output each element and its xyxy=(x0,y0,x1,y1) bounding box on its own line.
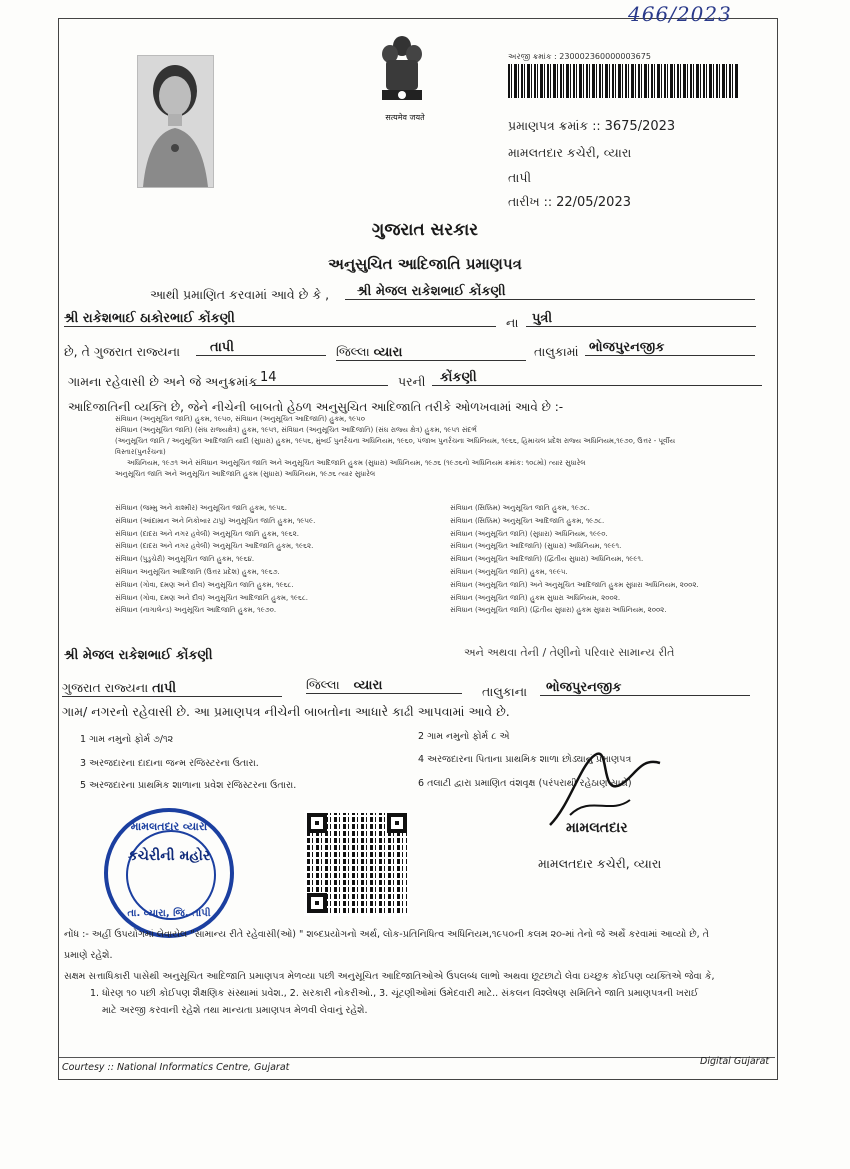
signatory-office: મામલતદાર કચેરી, વ્યારા xyxy=(538,856,662,871)
barcode xyxy=(508,64,738,98)
document-item: 2 ગામ નમુનો ફોર્મ ૮ એ xyxy=(418,731,510,742)
qr-code xyxy=(304,810,410,916)
taluka-value: ભોજપુરનજીક xyxy=(585,340,755,356)
issue-date-line: તારીખ :: 22/05/2023 xyxy=(508,194,631,210)
district2-value: વ્યારા xyxy=(373,345,403,360)
law-line: સંવિધાન (પુડુચેરી) અનુસૂચિત જાતિ હુકમ, ૧૯૬૪. xyxy=(115,555,255,564)
note-block xyxy=(64,926,774,1019)
application-number: અરજી ક્રમાંક : 230002360000003675 xyxy=(508,52,651,61)
certify-prefix: આથી પ્રમાણિત કરવામાં આવે છે કે , xyxy=(150,287,330,302)
serial-number: 14 xyxy=(252,370,388,386)
note-line: 1. ધોરણ ૧૦ પછી કોઈપણ શૈક્ષણિક સંસ્થામાં પ્રવેશ., 2. સરકારી નોકરીઓ., 3. ચૂંટણીઓમાં ઉમેદવારી માટે.. સંકલન વિશ્લેષણ સમિતિને જાતિ પ્રમાણપત્રની ખરાઈ xyxy=(90,988,699,999)
law-line: સંવિધાન અનુસૂચિત આદિજાતિ (ઉત્તર પ્રદેશ) હુકમ, ૧૯૬૭. xyxy=(115,567,280,576)
certificate-number: 3675/2023 xyxy=(604,119,676,134)
taluka-label: તાલુકામાં xyxy=(534,344,579,359)
note-line: પ્રમાણે રહેશે. xyxy=(64,950,113,961)
note-line: સક્ષમ સત્તાધિકારી પાસેથી અનુસૂચિત આદિજાતિ પ્રમાણપત્ર મેળવ્યા પછી અનુસૂચિત આદિજાતિઓએ ઉપલબ્ધ લાભો અથવા છૂટછાટો લેવા ઇચ્છુક કોઈપણ વ્યક્તિએ જેવા કે, xyxy=(64,971,715,982)
law-line: સંવિધાન (અનુસૂચિત આદિજાતિ) (સુધારા) અધિનિયમ, ૧૯૯૧. xyxy=(450,542,622,551)
law-line: અધિનિયમ, ૧૯૭૧ અને સંવિધાન અનુસૂચિત જાતિ અને અનુસૂચિત આદિજાતિ હુકમ (સુધારા) અધિનિયમ, ૧૯૭૬ (૧૯૭૬નો અધિનિયમ ક્રમાંક: ૧૦૮મો) ત્યાર સુધારેલ xyxy=(127,459,586,467)
tribe-line: આદિજાતિની વ્યક્તિ છે, જેને નીચેની બાબતો હેઠળ અનુસુચિત આદિજાતિ તરીકે ઓળખવામાં આવે છે :- xyxy=(68,400,564,414)
seal-line3: તા. વ્યારા, જિ. તાપી xyxy=(127,908,211,919)
law-line: સંવિધાન (આંદામાન અને નિકોબાર ટાપુ) અનુસૂચિત જાતિ હુકમ, ૧૯૫૯. xyxy=(115,516,316,525)
laws-right-column xyxy=(450,502,750,617)
district-line xyxy=(336,344,526,361)
signatory-title: મામલતદાર xyxy=(566,820,628,836)
family-taluka: ભોજપુરનજીક xyxy=(540,680,750,696)
law-line: સંવિધાન (સિક્કિમ) અનુસૂચિત જાતિ હુકમ, ૧૯૭૮. xyxy=(450,504,590,512)
law-line: સંવિધાન (જમ્મુ અને કાશ્મીર) અનુસૂચિત જાતિ હુકમ, ૧૯૫૬. xyxy=(115,504,287,512)
law-line: સંવિધાન (અનુસૂચિત જાતિ) હુકમ, ૧૯૯૫. xyxy=(450,567,568,576)
law-line: (અનુસૂચિત જાતિ / અનુસૂચિત આદિજાતિ યાદી (સુધારા) હુકમ, ૧૯૫૬, મુંબઈ પુનર્રચના અધિનિયમ, ૧૯૬૦, પંજાબ પુનર્રચના અધિનિયમ, ૧૯૬૬, હિમાચલ પ્રદેશ રાજ્ય અધિનિયમ,૧૯૭૦, ઉત્તર - પૂર્વીય વિસ્તાર(પુનર્રચના) xyxy=(115,437,676,456)
certificate-title: અનુસુચિત આદિજાતિ પ્રમાણપત્ર xyxy=(328,255,522,273)
family-district2: વ્યારા xyxy=(353,678,383,693)
footer-brand: Digital Gujarat xyxy=(700,1056,770,1067)
family-suffix: અને અથવા તેની / તેણીનો પરિવાર સામાન્ય રીતે xyxy=(464,646,675,659)
law-line: સંવિધાન (ગોવા, દમણ અને દીવ) અનુસૂચિત જાતિ હુકમ, ૧૯૬૮. xyxy=(115,580,294,589)
applicant-photo xyxy=(137,55,214,188)
law-line: સંવિધાન (અનુસૂચિત જાતિ) (સુધારા) અધિનિયમ, ૧૯૯૦. xyxy=(450,529,608,538)
national-emblem-icon xyxy=(372,32,432,122)
law-line: સંવિધાન (દાદરા અને નગર હવેલી) અનુસૂચિત જાતિ હુકમ, ૧૯૬૨. xyxy=(115,529,299,538)
seal-line2: કચેરીની મહોર xyxy=(127,848,211,864)
law-line: સંવિધાન (અનુસૂચિત જાતિ) (સંઘ રાજ્યક્ષેત્ર) હુકમ, ૧૯૫૧, સંવિધાન (અનુસૂચિત આદિજાતિ) (સંઘ રાજ્ય ક્ષેત્ર) હુકમ, ૧૯૫૧ સંદર્ભ xyxy=(115,426,477,434)
document-item: 1 ગામ નમુનો ફોર્મ ૭/૧૨ xyxy=(80,734,174,745)
district-value: તાપી xyxy=(196,340,326,356)
district-label: જિલ્લા xyxy=(336,344,370,359)
family-state-line xyxy=(62,680,282,697)
document-item: 6 તલાટી દ્વારા પ્રમાણિત વંશવૃક્ષ (પરંપરાથી રહેઠાણ સાથે) xyxy=(418,778,632,789)
law-line: સંવિધાન (અનુસૂચિત જાતિ) અને અનુસૂચિત આદિજાતિ હુકમ સુધારા અધિનિયમ, ૨૦૦૨. xyxy=(450,580,699,589)
relation-label: ના xyxy=(506,315,519,330)
family-taluka-label: તાલુકાના xyxy=(482,684,528,699)
father-name: શ્રી રાકેશભાઈ ઠાકોરભાઈ કોંકણી xyxy=(64,311,496,327)
issue-date-label: તારીખ xyxy=(508,194,540,209)
state-prefix: છે, તે ગુજરાત રાજ્યના xyxy=(64,344,181,359)
issue-date: 22/05/2023 xyxy=(556,195,631,210)
village-line-prefix: ગામના રહેવાસી છે અને જે અનુક્રમાંક xyxy=(68,374,258,389)
law-line: સંવિધાન (નાગાલેન્ડ) અનુસૂચિત આદિજાતિ હુકમ, ૧૯૭૦. xyxy=(115,606,277,615)
tribe-value: કોંકણી xyxy=(432,370,762,386)
family-applicant-name: શ્રી મેજલ રાકેશભાઈ કોંકણી xyxy=(64,648,213,663)
law-line: સંવિધાન (અનુસૂચિત જાતિ) હુકમ, ૧૯૫૦, સંવિધાન (અનુસૂચિત આદિજાતિ) હુકમ, ૧૯૫૦ xyxy=(115,415,365,423)
document-item: 4 અરજદારના પિતાના પ્રાથમિક શાળા છોડ્યાનું પ્રમાણપત્ર xyxy=(418,754,632,765)
certificate-number-line: પ્રમાણપત્ર ક્રમાંક :: 3675/2023 xyxy=(508,118,676,134)
issuing-district: તાપી xyxy=(508,170,532,185)
law-line: સંવિધાન (અનુસૂચિત જાતિ) (દ્વિતીય સુધારા) હુકમ સુધારા અધિનિયમ, ૨૦૦૨. xyxy=(450,606,667,615)
laws-top xyxy=(115,414,725,480)
family-district-label: જિલ્લા xyxy=(306,677,340,692)
footer-courtesy: Courtesy :: National Informatics Centre, Gujarat xyxy=(62,1062,290,1073)
footer-divider xyxy=(59,1057,775,1058)
emblem-motto: सत्यमेव जयते xyxy=(385,113,425,122)
document-item: 3 અરજદારના દાદાના જન્મ રજિસ્ટરના ઉતારા. xyxy=(80,758,259,769)
office-seal xyxy=(104,808,234,938)
family-district-line xyxy=(306,677,462,694)
issue-basis-line: ગામ/ નગરનો રહેવાસી છે. આ પ્રમાણપત્ર નીચેની બાબતોના આધારે કાઢી આપવામાં આવે છે. xyxy=(62,704,510,719)
seal-line1: મામલતદાર વ્યારા xyxy=(130,820,208,833)
pari-label: પરની xyxy=(398,374,426,389)
laws-left-column xyxy=(115,502,435,617)
law-line: અનુસૂચિત જાતિ અને અનુસૂચિત આદિજાતિ હુકમ (સુધારા) અધિનિયમ, ૧૯૭૬ ત્યાર સુધારેલ xyxy=(115,470,376,478)
law-line: સંવિધાન (અનુસૂચિત આદિજાતિ) (દ્વિતીય સુધારા) અધિનિયમ, ૧૯૯૧. xyxy=(450,555,644,564)
handwritten-reference: 466/2023 xyxy=(628,2,732,26)
document-item: 5 અરજદારના પ્રાથમિક શાળાના પ્રવેશ રજિસ્ટરના ઉતારા. xyxy=(80,780,297,791)
certificate-number-label: પ્રમાણપત્ર ક્રમાંક xyxy=(508,118,589,133)
law-line: સંવિધાન (સિક્કિમ) અનુસૂચિત આદિજાતિ હુકમ, ૧૯૭૮. xyxy=(450,516,605,525)
law-line: સંવિધાન (દાદરા અને નગર હવેલી) અનુસૂચિત આદિજાતિ હુકમ, ૧૯૬૨. xyxy=(115,542,314,551)
issuing-office: મામલતદાર કચેરી, વ્યારા xyxy=(508,145,632,160)
page-title: ગુજરાત સરકાર xyxy=(371,220,479,240)
note-line: નોંધ :- અહીં ઉપયોગમાં લેવાયેલ "સામાન્ય રીતે રહેવાસી(ઓ) " શબ્દપ્રયોગનો અર્થ, લોક-પ્રતિનિધિત્વ અધિનિયમ,૧૯૫૦ની કલમ ૨૦-માં તેનો જે અર્થે કરવામાં આવ્યો છે, તે xyxy=(64,929,709,940)
note-line: માટે અરજી કરવાની રહેશે તથા માન્યતા પ્રમાણપત્ર મેળવી લેવાનું રહેશે. xyxy=(102,1005,368,1016)
family-district: તાપી xyxy=(152,681,177,696)
family-state-prefix: ગુજરાત રાજ્યના xyxy=(62,680,149,695)
law-line: સંવિધાન (અનુસૂચિત જાતિ) હુકમ સુધારા અધિનિયમ, ૨૦૦૨. xyxy=(450,593,621,602)
applicant-name: શ્રી મેજલ રાકેશભાઈ કોંકણી xyxy=(345,284,755,300)
relation-value: પુત્રી xyxy=(526,311,756,327)
law-line: સંવિધાન (ગોવા, દમણ અને દીવ) અનુસૂચિત આદિજાતિ હુકમ, ૧૯૬૮. xyxy=(115,593,309,602)
